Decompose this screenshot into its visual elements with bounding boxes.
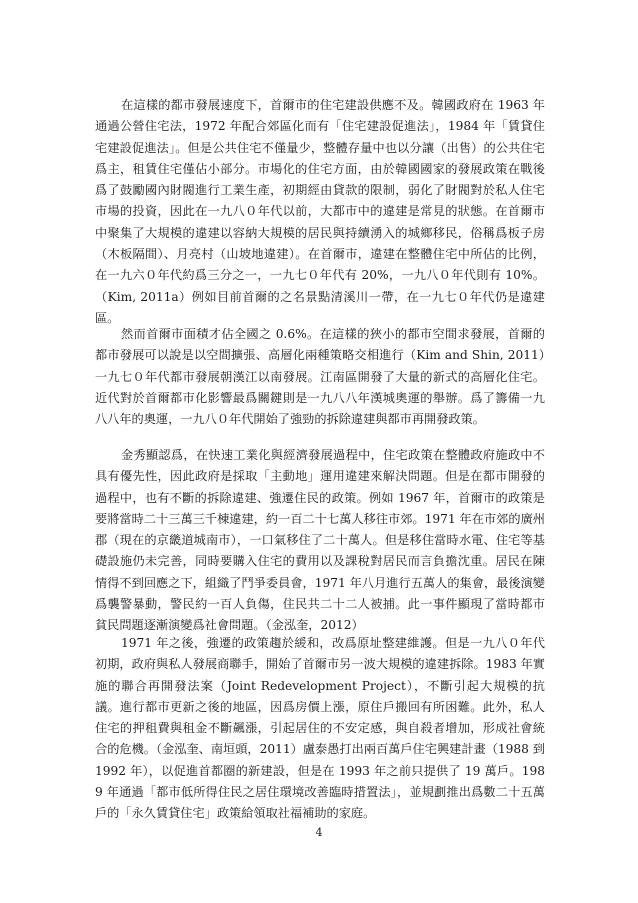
paragraph-redevelopment: 1971 年之後，強遷的政策趨於緩和，改爲原址整建維護。但是一九八０年代初期，政府與私人發展商聯手，開始了首爾市另一波大規模的違建拆除。1983 年實施的聯合再開發法案（Joint Redevelopment Project），不斷引起大規模的抗議。進行都市更新之後的地區，因爲房價上漲，原住戶搬回有所困難。此外，私人住宅的押租費與租金不斷飆漲，引起居住的不安定感，與自殺者增加，形成社會統合的危機。（金泓奎、南垣頭，2011）盧泰愚打出兩百萬戶住宅興建計畫（1988 到 1992 年），以促進首都圈的新建設，但是在 1993 年之前只提供了 19 萬戶。1989 年通過「都市低所得住民之居住環境改善臨時措置法」，並規劃推出爲數二十五萬戶的「永久賃貸住宅」政策給領取社福補助的家庭。 bbox=[95, 636, 545, 821]
paragraph-housing-supply: 在這樣的都市發展速度下，首爾市的住宅建設供應不及。韓國政府在 1963 年通過公營住宅法，1972 年配合郊區化而有「住宅建設促進法」，1984 年「賃貸住宅建設促進法」。但是公共住宅不僅量少，整體存量中也以分讓（出售）的公共住宅爲主，租賃住宅僅佔小部分。市場化的住宅方面，由於韓國國家的發展政策在戰後爲了鼓勵國內財閥進行工業生產，初期經由貸款的限制，弱化了財閥對於私人住宅市場的投資，因此在一九八０年代以前，大都市中的違建是常見的狀態。在首爾市中聚集了大規模的違建以容納大規模的居民與持續湧入的城鄉移民，俗稱爲板子房（木板隔間）、月亮村（山坡地違建）。在首爾市，違建在整體住宅中所佔的比例，在一九六０年代約爲三分之一，一九七０年代有 20%，一九八０年代則有 10%。（Kim, 2011a）例如目前首爾的之名景點清溪川一帶，在一九七０年代仍是違建區。 bbox=[95, 98, 545, 325]
page-number: 4 bbox=[315, 826, 323, 839]
paragraph-relocation-policy: 金秀顯認爲，在快速工業化與經濟發展過程中，住宅政策在整體政府施政中不具有優先性，因此政府是採取「主動地」運用違建來解決問題。但是在都市開發的過程中，也有不斷的拆除違建、強遷住民的政策。例如 1967 年，首爾市的政策是要將當時二十三萬三千棟違建，約一百二十七萬人移往市郊。1971 年在市郊的廣州郡（現在的京畿道城南市），一口氣移住了二十萬人。但是移住當時水電、住宅等基礎設施仍未完善，同時要購入住宅的費用以及課稅對居民而言負擔沈重。居民在陳情得不到回應之下，組織了鬥爭委員會，1971 年八月進行五萬人的集會，最後演變爲襲警暴動，警民約一百人負傷，住民共二十二人被捕。此一事件顯現了當時都市貧民問題逐漸演變爲社會問題。（金泓奎，2012） bbox=[95, 448, 545, 633]
paragraph-spatial-expansion: 然而首爾市面積才佔全國之 0.6%。在這樣的狹小的都市空間求發展，首爾的都市發展可以說是以空間擴張、高層化兩種策略交相進行（Kim and Shin, 2011）一九七０年代都市發展朝漢江以南發展。江南區開發了大量的新式的高層化住宅。近代對於首爾都市化影響最爲關鍵則是一九八八年漢城奧運的舉辦。爲了籌備一九八八年的奧運，一九八０年代開始了強勁的拆除違建與都市再開發政策。 bbox=[95, 327, 545, 427]
